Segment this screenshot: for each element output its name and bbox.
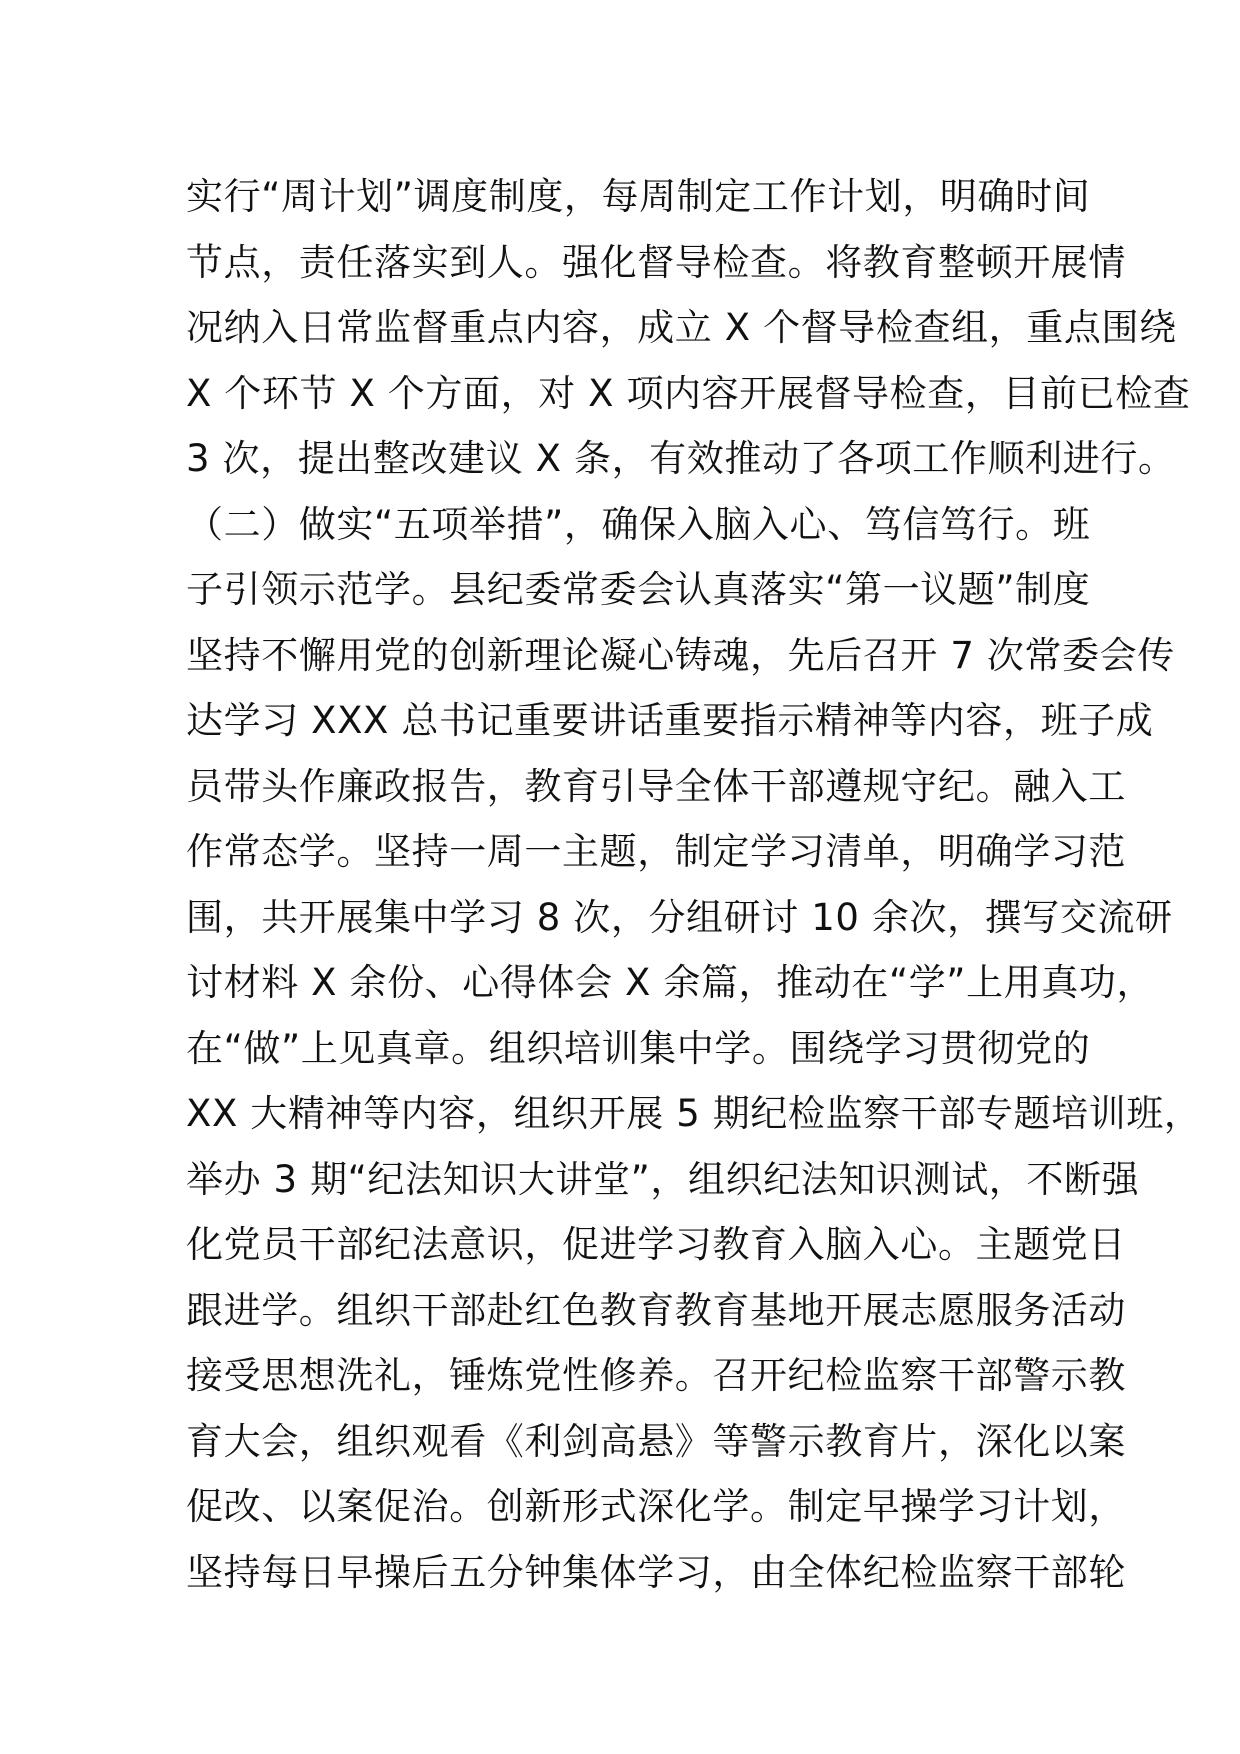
text-line-21: 促改、以案促治。创新形式深化学。制定早操学习计划， [186,1485,1126,1528]
section-heading-line: （二）做实“五项举措”，确保入脑入心、笃信笃行。班 [186,502,1091,546]
text-line-19: 接受思想洗礼，锤炼党性修养。召开纪检监察干部警示教 [186,1354,1126,1397]
text-line-20: 育大会，组织观看《利剑高悬》等警示教育片，深化以案 [186,1419,1126,1463]
text-line-22: 坚持每日早操后五分钟集体学习，由全体纪检监察干部轮 [186,1550,1126,1594]
text-line-15: XX 大精神等内容，组织开展 5 期纪检监察干部专题培训班， [186,1092,1202,1135]
text-line-13: 讨材料 X 余份、心得体会 X 余篇，推动在“学”上用真功， [186,961,1155,1004]
text-line-12: 围，共开展集中学习 8 次，分组研讨 10 余次，撰写交流研 [186,895,1173,939]
text-line-11: 作常态学。坚持一周一主题，制定学习清单，明确学习范 [186,830,1126,873]
text-line-5: 3 次，提出整改建议 X 条，有效推动了各项工作顺利进行。 [186,437,1176,480]
body-text [186,164,1202,1605]
text-line-14: 在“做”上见真章。组织培训集中学。围绕学习贯彻党的 [186,1026,1091,1070]
text-line-17: 化党员干部纪法意识，促进学习教育入脑入心。主题党日 [186,1223,1126,1266]
text-line-8: 坚持不懈用党的创新理论凝心铸魂，先后召开 7 次常委会传 [186,633,1175,677]
text-line-7: 子引领示范学。县纪委常委会认真落实“第一议题”制度 [186,568,1091,611]
text-line-3: 况纳入日常监督重点内容，成立 X 个督导检查组，重点围绕 [186,306,1177,349]
text-line-1: 实行“周计划”调度制度，每周制定工作计划，明确时间 [186,175,1091,218]
text-line-2: 节点，责任落实到人。强化督导检查。将教育整顿开展情 [186,240,1126,284]
text-line-10: 员带头作廉政报告，教育引导全体干部遵规守纪。融入工 [186,764,1126,808]
text-line-16: 举办 3 期“纪法知识大讲堂”，组织纪法知识测试，不断强 [186,1157,1140,1201]
text-line-18: 跟进学。组织干部赴红色教育教育基地开展志愿服务活动 [186,1288,1126,1332]
text-line-9: 达学习 XXX 总书记重要讲话重要指示精神等内容，班子成 [186,699,1154,742]
text-line-4: X 个环节 X 个方面，对 X 项内容开展督导检查，目前已检查 [186,371,1191,415]
